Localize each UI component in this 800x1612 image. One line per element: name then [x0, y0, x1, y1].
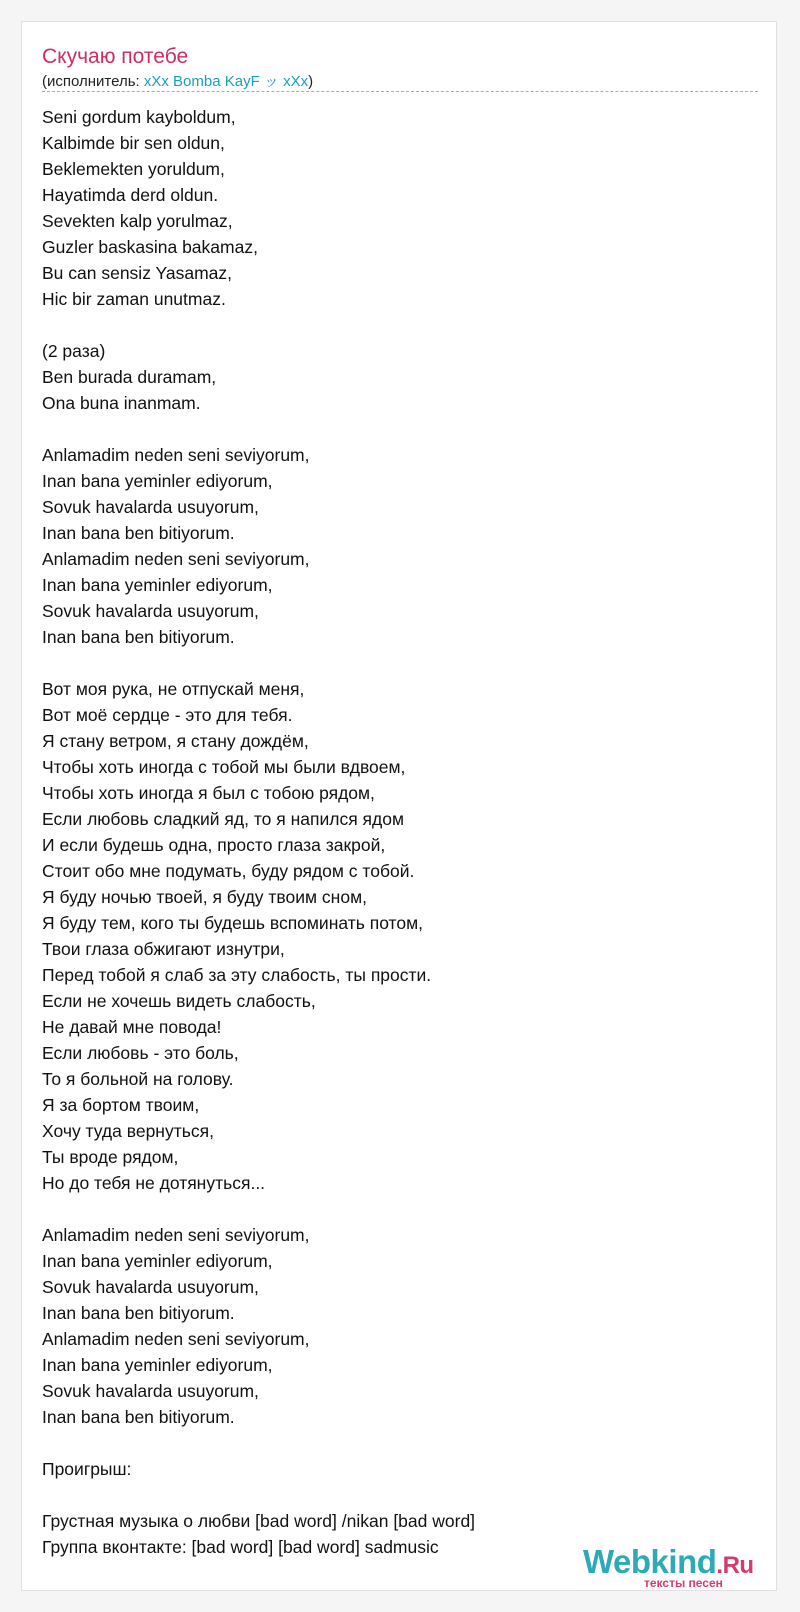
lyrics-blank-line — [42, 1196, 742, 1222]
lyrics-line: Но до тебя не дотянуться... — [42, 1173, 266, 1193]
lyrics-line: Inan bana ben bitiyorum. — [42, 1303, 235, 1323]
lyrics-line: Inan bana yeminler ediyorum, — [42, 471, 273, 491]
lyrics-line: Seni gordum kayboldum, — [42, 107, 236, 127]
lyrics-line: Sevekten kalp yorulmaz, — [42, 211, 233, 231]
logo-main-text: Webkind — [583, 1543, 717, 1580]
lyrics-line: Inan bana yeminler ediyorum, — [42, 1251, 273, 1271]
lyrics-line: Чтобы хоть иногда с тобой мы были вдвоем, — [42, 757, 406, 777]
lyrics-line: Sovuk havalarda usuyorum, — [42, 1277, 259, 1297]
lyrics-line: Guzler baskasina bakamaz, — [42, 237, 258, 257]
lyrics-line: Твои глаза обжигают изнутри, — [42, 939, 285, 959]
lyrics-line: Inan bana ben bitiyorum. — [42, 627, 235, 647]
song-title: Скучаю потебе — [42, 45, 189, 68]
lyrics-line: И если будешь одна, просто глаза закрой, — [42, 835, 386, 855]
lyrics-blank-line — [42, 1482, 742, 1508]
lyrics-line: Я за бортом твоим, — [42, 1095, 200, 1115]
title-divider — [42, 91, 758, 92]
lyrics-line: Если любовь сладкий яд, то я напился ядом — [42, 809, 404, 829]
lyrics-line: Hic bir zaman unutmaz. — [42, 289, 226, 309]
lyrics-line: Я буду ночью твоей, я буду твоим сном, — [42, 887, 367, 907]
artist-link[interactable]: xХx Bomba KayF ッ xХx — [143, 73, 309, 90]
artist-prefix: (исполнитель: — [42, 73, 144, 90]
lyrics-line: Anlamadim neden seni seviyorum, — [42, 549, 310, 569]
lyrics-line: Sovuk havalarda usuyorum, — [42, 497, 259, 517]
lyrics-line: Ben burada duramam, — [42, 367, 217, 387]
lyrics-line: Sovuk havalarda usuyorum, — [42, 601, 259, 621]
lyrics-line: (2 раза) — [42, 341, 106, 361]
lyrics-line: Bu can sensiz Yasamaz, — [42, 263, 233, 283]
lyrics-line: Anlamadim neden seni seviyorum, — [42, 1225, 310, 1245]
lyrics-blank-line — [42, 650, 742, 676]
lyrics-line: Перед тобой я слаб за эту слабость, ты прости. — [42, 965, 432, 985]
lyrics-line: Ты вроде рядом, — [42, 1147, 179, 1167]
lyrics-line: Beklemekten yoruldum, — [42, 159, 225, 179]
lyrics-line: Чтобы хоть иногда я был с тобою рядом, — [42, 783, 375, 803]
lyrics-line: Проигрыш: — [42, 1459, 132, 1479]
lyrics-line: Если не хочешь видеть слабость, — [42, 991, 316, 1011]
lyrics-line: Inan bana yeminler ediyorum, — [42, 575, 273, 595]
lyrics-line: Хочу туда вернуться, — [42, 1121, 214, 1141]
logo-tld-text: .Ru — [716, 1552, 754, 1579]
lyrics-line: Ona buna inanmam. — [42, 393, 201, 413]
lyrics-line: Anlamadim neden seni seviyorum, — [42, 445, 310, 465]
lyrics-line: Вот моя рука, не отпускай меня, — [42, 679, 305, 699]
lyrics-body — [42, 104, 742, 1560]
lyrics-line: Hayatimda derd oldun. — [42, 185, 219, 205]
artist-suffix: ) — [308, 73, 314, 90]
lyrics-line: Группа вконтакте: [bad word] [bad word] sadmusic — [42, 1537, 439, 1557]
lyrics-line: Стоит обо мне подумать, буду рядом с тобой. — [42, 861, 415, 881]
lyrics-line: Я стану ветром, я стану дождём, — [42, 731, 309, 751]
lyrics-line: Anlamadim neden seni seviyorum, — [42, 1329, 310, 1349]
lyrics-line: Kalbimde bir sen oldun, — [42, 133, 225, 153]
lyrics-line: То я больной на голову. — [42, 1069, 234, 1089]
lyrics-line: Sovuk havalarda usuyorum, — [42, 1381, 259, 1401]
logo-subtitle: тексты песен — [644, 1576, 723, 1590]
artist-line — [42, 73, 313, 91]
lyrics-line: Inan bana yeminler ediyorum, — [42, 1355, 273, 1375]
lyrics-card — [21, 21, 777, 1591]
lyrics-line: Если любовь - это боль, — [42, 1043, 239, 1063]
lyrics-blank-line — [42, 1430, 742, 1456]
lyrics-blank-line — [42, 312, 742, 338]
lyrics-line: Не давай мне повода! — [42, 1017, 222, 1037]
lyrics-line: Inan bana ben bitiyorum. — [42, 1407, 235, 1427]
lyrics-line: Грустная музыка о любви [bad word] /nikan [bad word] — [42, 1511, 476, 1531]
lyrics-blank-line — [42, 416, 742, 442]
lyrics-line: Я буду тем, кого ты будешь вспоминать потом, — [42, 913, 423, 933]
lyrics-line: Вот моё сердце - это для тебя. — [42, 705, 293, 725]
lyrics-line: Inan bana ben bitiyorum. — [42, 523, 235, 543]
